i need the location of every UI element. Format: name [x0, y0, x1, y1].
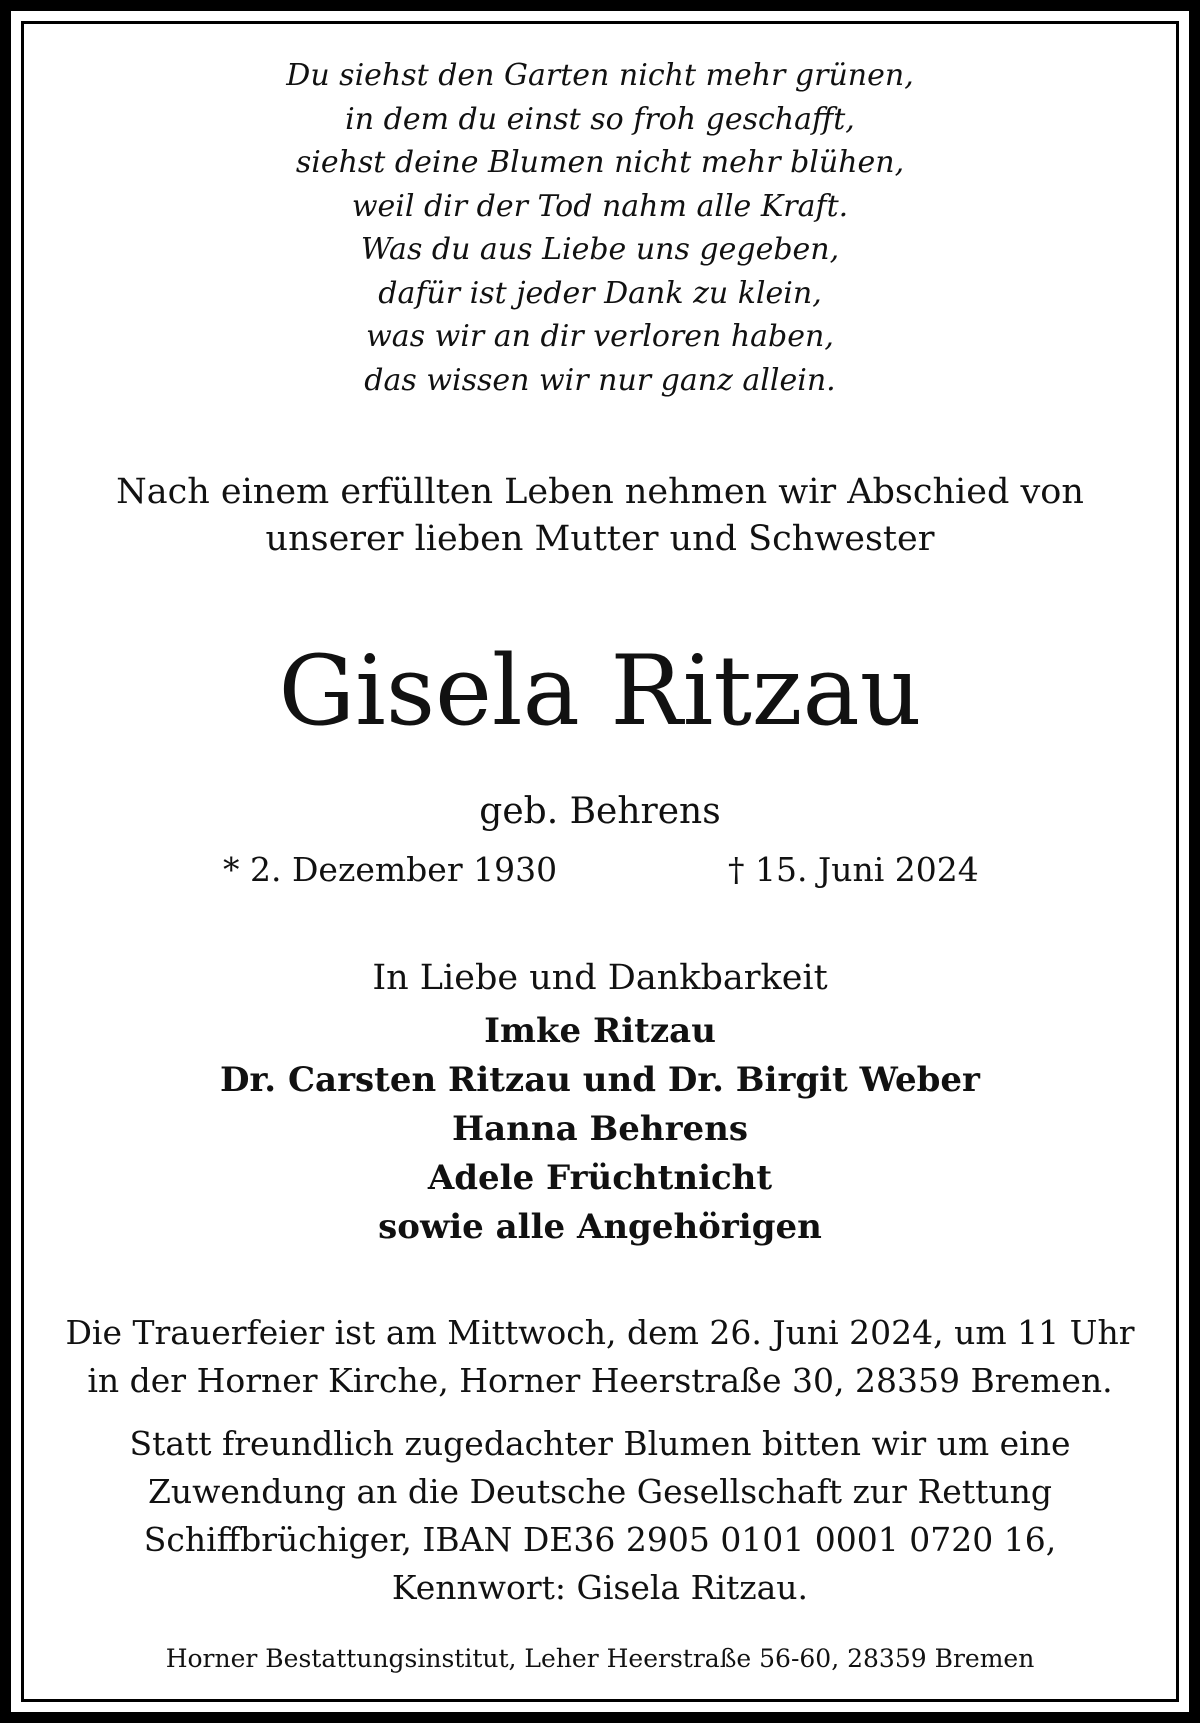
funeral-service-info: [24, 1309, 1176, 1405]
thanks-line: In Liebe und Dankbarkeit: [372, 958, 828, 998]
funeral-home-footer: Horner Bestattungsinstitut, Leher Heerstraße 56-60, 28359 Bremen: [165, 1644, 1035, 1673]
intro-line: Nach einem erfüllten Leben nehmen wir Abschied von: [116, 472, 1084, 512]
mourner: Hanna Behrens: [452, 1109, 748, 1149]
poem-line: was wir an dir verloren haben,: [366, 319, 834, 354]
mourner: sowie alle Angehörigen: [378, 1207, 822, 1247]
donation-request: [24, 1420, 1176, 1612]
birth-date: * 2. Dezember 1930: [223, 850, 558, 889]
poem-line: Was du aus Liebe uns gegeben,: [360, 232, 840, 267]
mourners-list: [24, 1007, 1176, 1252]
poem-line: siehst deine Blumen nicht mehr blühen,: [295, 145, 905, 180]
donation-line: Kennwort: Gisela Ritzau.: [391, 1568, 809, 1607]
poem-line: in dem du einst so froh geschafft,: [345, 101, 855, 137]
death-date: † 15. Juni 2024: [728, 850, 979, 889]
farewell-intro: [24, 469, 1176, 563]
obituary-notice: [24, 24, 1176, 1699]
mourner: Adele Früchtnicht: [427, 1158, 773, 1198]
poem-line: dafür ist jeder Dank zu klein,: [378, 275, 822, 311]
poem-line: weil dir der Tod nahm alle Kraft.: [351, 188, 849, 224]
poem: [24, 54, 1176, 402]
donation-line: Zuwendung an die Deutsche Gesellschaft zur Rettung: [148, 1472, 1052, 1511]
intro-line: unserer lieben Mutter und Schwester: [265, 519, 935, 559]
maiden-name: geb. Behrens: [479, 791, 721, 832]
mourner: Imke Ritzau: [484, 1011, 716, 1051]
mourner: Dr. Carsten Ritzau und Dr. Birgit Weber: [220, 1060, 980, 1100]
deceased-name: Gisela Ritzau: [278, 635, 922, 747]
service-line: in der Horner Kirche, Horner Heerstraße 30, 28359 Bremen.: [87, 1361, 1113, 1400]
donation-line: Statt freundlich zugedachter Blumen bitten wir um eine: [129, 1424, 1071, 1463]
poem-line: Du siehst den Garten nicht mehr grünen,: [286, 58, 914, 93]
poem-line: das wissen wir nur ganz allein.: [364, 362, 836, 398]
service-line: Die Trauerfeier ist am Mittwoch, dem 26. Juni 2024, um 11 Uhr: [65, 1313, 1135, 1352]
donation-line: Schiffbrüchiger, IBAN DE36 2905 0101 0001 0720 16,: [143, 1520, 1057, 1559]
